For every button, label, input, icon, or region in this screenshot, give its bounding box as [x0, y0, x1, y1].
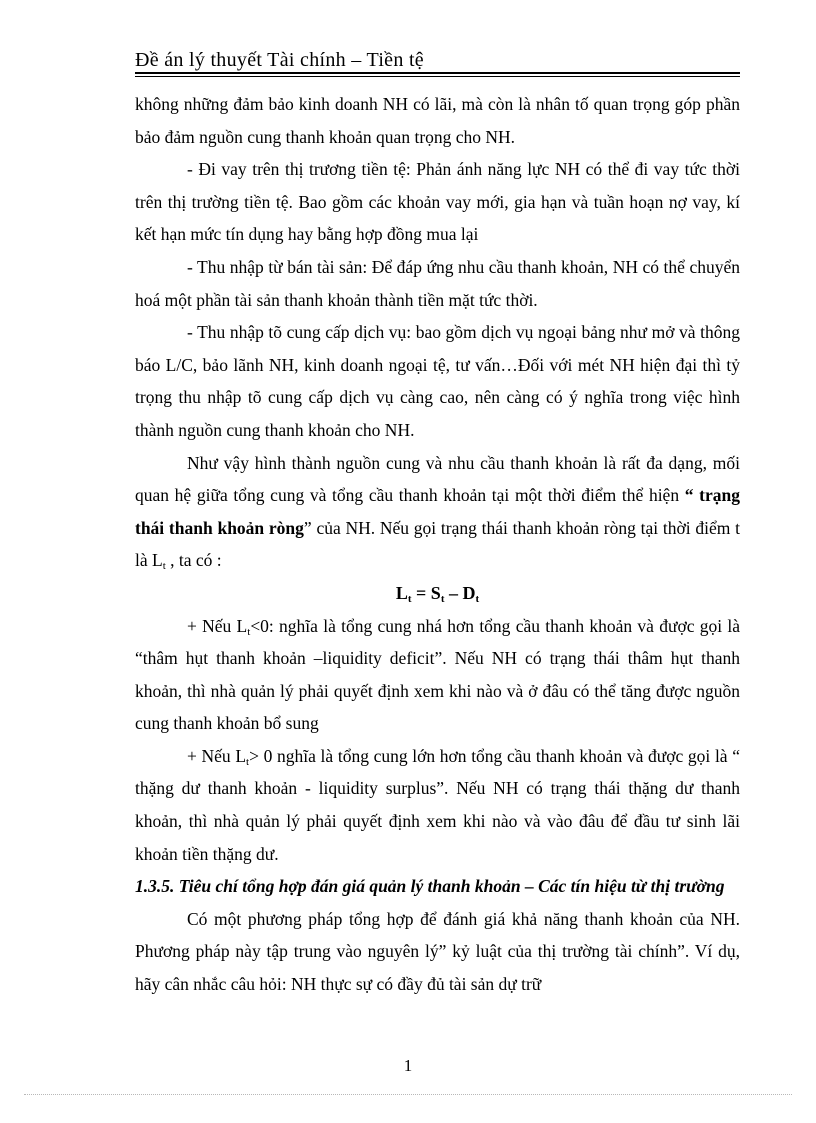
formula-sub-s: t: [440, 592, 445, 605]
text-run: + Nếu L: [187, 615, 248, 636]
text-run: + Nếu L: [187, 745, 247, 766]
formula-l: L: [395, 582, 408, 603]
paragraph-1: không những đảm bảo kinh doanh NH có lãi, mà còn là nhân tố quan trọng góp phần bảo đảm nguồn cung thanh khoản quan trọng cho NH.: [135, 94, 740, 147]
bold-term: “ trạng thái thanh khoản ròng: [135, 485, 740, 538]
formula-minus: –: [444, 582, 463, 603]
subscript: t: [246, 755, 250, 768]
paragraph-deficit: [135, 610, 740, 740]
text-run: , ta có :: [165, 550, 222, 571]
document-body: [135, 88, 740, 1001]
paragraph-surplus: [135, 740, 740, 870]
formula-equals: =: [411, 582, 431, 603]
subscript: t: [247, 625, 251, 638]
formula-sub-d: t: [475, 592, 480, 605]
section-heading: 1.3.5. Tiêu chí tổng hợp đán giá quản lý thanh khoản – Các tín hiệu từ thị trường: [135, 876, 725, 897]
paragraph-asset-sales: - Thu nhập từ bán tài sản: Để đáp ứng nhu cầu thanh khoản, NH có thể chuyển hoá một phần tài sản thanh khoản thành tiền mặt tức thời.: [135, 256, 740, 310]
page-bottom-edge: [24, 1094, 792, 1095]
text-run: ” của NH. Nếu gọi trạng thái thanh khoản ròng tại thời điểm t là L: [135, 517, 740, 571]
paragraph-method: Có một phương pháp tổng hợp để đánh giá khả năng thanh khoản của NH. Phương pháp này tập trung vào nguyên lý” kỷ luật của thị trường tài chính”. Ví dụ, hãy cân nhắc câu hỏi: NH thực sự có đầy đủ tài sản dự trữ: [135, 908, 740, 995]
formula-s: S: [430, 582, 441, 603]
subscript: t: [162, 560, 166, 573]
header-rule-thick: [135, 72, 740, 74]
paragraph-service-income: - Thu nhập tõ cung cấp dịch vụ: bao gồm dịch vụ ngoại bảng như mở và thông báo L/C, bảo lãnh NH, kinh doanh ngoại tệ, tư vấn…Đối với mét NH hiện đại thì tỷ trọng thu nhập tõ cung cấp dịch vụ càng cao, nên càng có ý nghĩa trong việc hình thành nguồn cung thanh khoản cho NH.: [135, 322, 740, 440]
text-run: Như vậy hình thành nguồn cung và nhu cầu thanh khoản là rất đa dạng, mối quan hệ giữa tổng cung và tổng cầu thanh khoản tại một thời điểm thể hiện: [135, 452, 740, 506]
paragraph-net-liquidity: [135, 447, 740, 577]
page-number: 1: [403, 1056, 413, 1075]
formula-d: D: [462, 582, 476, 603]
formula: [135, 577, 740, 610]
text-run: > 0 nghĩa là tổng cung lớn hơn tổng cầu thanh khoản và được gọi là “ thặng dư thanh khoản - liquidity surplus”. Nếu NH có trạng thái thặng dư thanh khoản, thì nhà quản lý phải quyết định xem khi nào và vào đâu để đầu tư sinh lãi khoản tiền thặng dư.: [135, 745, 740, 864]
header-rule-thin: [135, 76, 740, 77]
paragraph-borrowing: - Đi vay trên thị trương tiền tệ: Phản ánh năng lực NH có thể đi vay tức thời trên thị trường tiền tệ. Bao gồm các khoản vay mới, gia hạn và tuần hoạn nợ vay, kí kết hạn mức tín dụng hay bằng hợp đồng mua lại: [135, 159, 740, 245]
formula-sub-l: t: [407, 592, 412, 605]
text-run: <0: nghĩa là tổng cung nhá hơn tổng cầu thanh khoản và được gọi là “thâm hụt thanh khoản –liquidity deficit”. Nếu NH có trạng thái thâm hụt thanh khoản, thì nhà quản lý phải quyết định xem khi nào và ở đâu có thể tăng được nguồn cung thanh khoản bổ sung: [135, 615, 740, 734]
document-header-title: Đề án lý thuyết Tài chính – Tiền tệ: [135, 49, 424, 71]
